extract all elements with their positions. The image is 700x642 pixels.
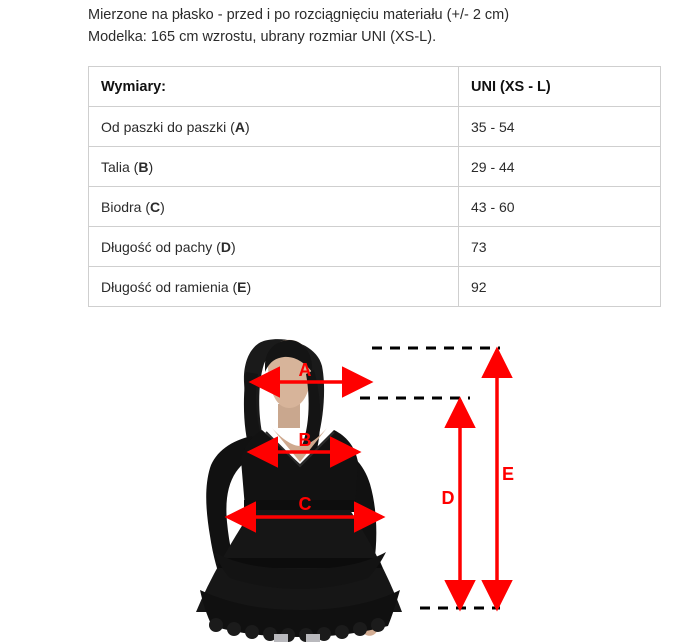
row-letter: A (234, 118, 245, 135)
table-header-label: Wymiary: (89, 67, 459, 107)
row-label-prefix: Długość od pachy ( (101, 238, 221, 255)
measure-label-c: C (298, 494, 312, 514)
row-label-prefix: Długość od ramienia ( (101, 278, 238, 295)
measure-label-a: A (298, 360, 312, 380)
table-row (89, 187, 661, 227)
intro-line-model: Modelka: 165 cm wzrostu, ubrany rozmiar UNI (XS-L). (88, 29, 437, 45)
intro-text (88, 4, 648, 48)
intro-line-measurement: Mierzone na płasko - przed i po rozciągnięciu materiału (+/- 2 cm) (88, 7, 510, 23)
table-cell-label (89, 107, 459, 147)
measurement-figure (0, 312, 700, 642)
table-cell-value: 73 (459, 227, 661, 267)
measure-label-b: B (298, 430, 312, 450)
table-cell-label (89, 267, 459, 307)
row-label-prefix: Talia ( (101, 158, 139, 175)
table-cell-label (89, 227, 459, 267)
row-label-suffix: ) (148, 158, 154, 175)
table-row (89, 227, 661, 267)
table-header-value: UNI (XS - L) (459, 67, 661, 107)
table-header-row (89, 67, 661, 107)
table-row (89, 147, 661, 187)
table-cell-label (89, 187, 459, 227)
measure-label-d: D (441, 488, 455, 508)
row-label-suffix: ) (160, 198, 165, 215)
table-cell-label (89, 147, 459, 187)
row-label-prefix: Biodra ( (101, 198, 151, 215)
table-row (89, 107, 661, 147)
row-label-suffix: ) (244, 118, 250, 135)
row-letter: D (220, 238, 231, 255)
row-letter: C (150, 198, 161, 215)
table-cell-value: 43 - 60 (459, 187, 661, 227)
measure-label-e: E (501, 464, 515, 484)
table-row (89, 267, 661, 307)
table-cell-value: 35 - 54 (459, 107, 661, 147)
row-label-suffix: ) (230, 238, 236, 255)
row-label-suffix: ) (246, 278, 252, 295)
size-table (88, 66, 661, 307)
row-label-prefix: Od paszki do paszki ( (101, 118, 235, 135)
row-letter: B (138, 158, 149, 175)
table-cell-value: 92 (459, 267, 661, 307)
model-illustration (196, 339, 402, 642)
table-cell-value: 29 - 44 (459, 147, 661, 187)
row-letter: E (237, 278, 247, 295)
